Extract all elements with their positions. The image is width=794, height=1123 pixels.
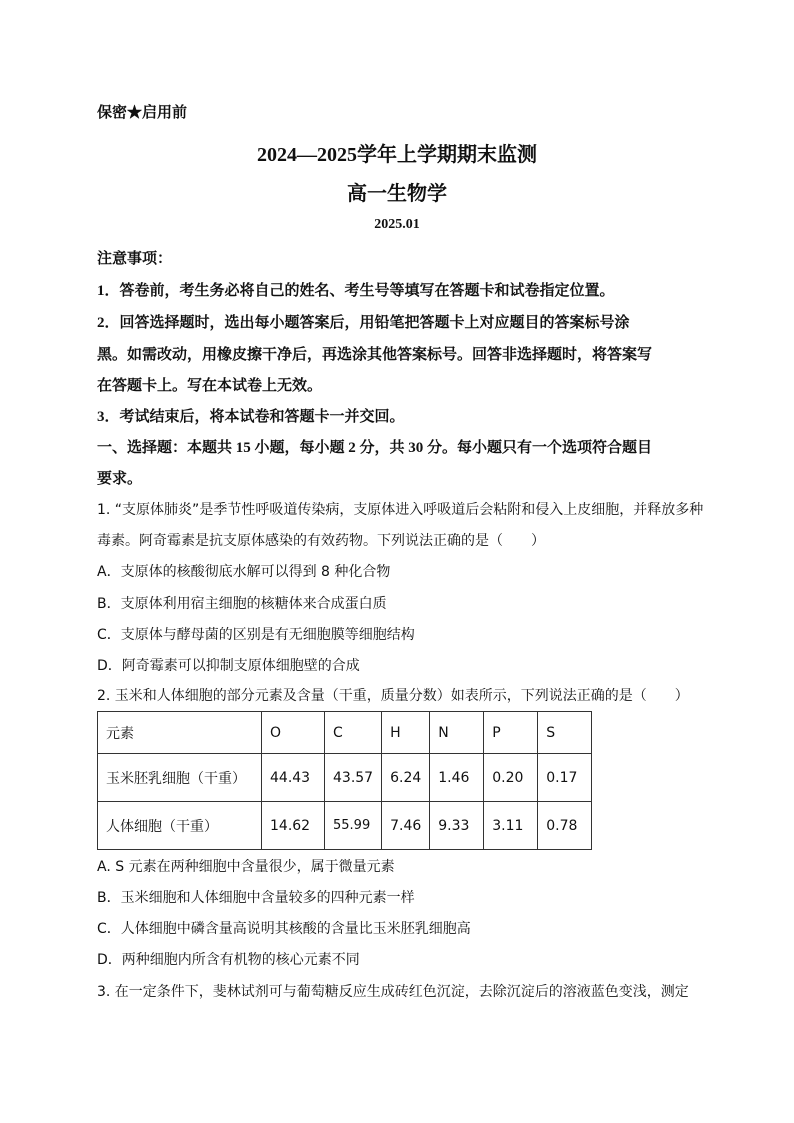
question-1-option-d: D．阿奇霉素可以抑制支原体细胞壁的合成 bbox=[97, 658, 360, 674]
table-cell: 1.46 bbox=[430, 754, 484, 802]
table-header-cell: N bbox=[430, 712, 484, 754]
section-heading-cont: 要求。 bbox=[97, 471, 143, 487]
table-cell: 7.46 bbox=[382, 802, 430, 850]
question-2-stem: 2. 玉米和人体细胞的部分元素及含量（干重，质量分数）如表所示，下列说法正确的是（ ） bbox=[97, 688, 689, 704]
question-1-stem: 1. “支原体肺炎”是季节性呼吸道传染病，支原体进入呼吸道后会粘附和侵入上皮细胞，并释放多种 bbox=[97, 502, 704, 518]
table-row bbox=[98, 754, 592, 802]
table-cell: 0.20 bbox=[484, 754, 538, 802]
notice-line: 在答题卡上。写在本试卷上无效。 bbox=[97, 378, 323, 394]
question-2-option-a: A. S 元素在两种细胞中含量很少，属于微量元素 bbox=[97, 859, 395, 875]
table-header-cell: O bbox=[262, 712, 325, 754]
question-3-stem: 3. 在一定条件下，斐林试剂可与葡萄糖反应生成砖红色沉淀，去除沉淀后的溶液蓝色变浅，测定 bbox=[97, 984, 689, 1000]
table-cell: 6.24 bbox=[382, 754, 430, 802]
question-1-option-a: A．支原体的核酸彻底水解可以得到 8 种化合物 bbox=[97, 564, 391, 580]
question-2-option-d: D．两种细胞内所含有机物的核心元素不同 bbox=[97, 952, 360, 968]
table-cell: 3.11 bbox=[484, 802, 538, 850]
table-header-cell: C bbox=[325, 712, 382, 754]
table-header-cell: 元素 bbox=[98, 712, 262, 754]
table-cell: 人体细胞（干重） bbox=[98, 802, 262, 850]
table-cell: 14.62 bbox=[262, 802, 325, 850]
question-1-option-b: B．支原体利用宿主细胞的核糖体来合成蛋白质 bbox=[97, 596, 387, 612]
table-cell: 玉米胚乳细胞（干重） bbox=[98, 754, 262, 802]
table-row bbox=[98, 802, 592, 850]
question-1-stem-cont: 毒素。阿奇霉素是抗支原体感染的有效药物。下列说法正确的是（ ） bbox=[97, 533, 545, 549]
table-header-cell: P bbox=[484, 712, 538, 754]
table-cell: 55.99 bbox=[325, 802, 382, 850]
table-cell: 43.57 bbox=[325, 754, 382, 802]
notice-line: 黑。如需改动，用橡皮擦干净后，再选涂其他答案标号。回答非选择题时，将答案写 bbox=[97, 347, 653, 363]
exam-subject: 高一生物学 bbox=[347, 183, 447, 205]
confidential-label: 保密★启用前 bbox=[97, 105, 188, 121]
question-1-option-c: C．支原体与酵母菌的区别是有无细胞膜等细胞结构 bbox=[97, 627, 415, 643]
notice-heading: 注意事项： bbox=[97, 251, 173, 267]
element-content-table bbox=[97, 711, 592, 850]
question-2-option-c: C．人体细胞中磷含量高说明其核酸的含量比玉米胚乳细胞高 bbox=[97, 921, 471, 937]
table-cell: 0.78 bbox=[538, 802, 592, 850]
table-header-cell: S bbox=[538, 712, 592, 754]
notice-line: 3．考试结束后，将本试卷和答题卡一并交回。 bbox=[97, 409, 405, 425]
question-2-option-b: B．玉米细胞和人体细胞中含量较多的四种元素一样 bbox=[97, 890, 415, 906]
notice-line: 1．答卷前，考生务必将自己的姓名、考生号等填写在答题卡和试卷指定位置。 bbox=[97, 283, 615, 299]
table-cell: 9.33 bbox=[430, 802, 484, 850]
exam-date: 2025.01 bbox=[374, 217, 420, 232]
notice-line: 2．回答选择题时，选出每小题答案后，用铅笔把答题卡上对应题目的答案标号涂 bbox=[97, 315, 630, 331]
table-header-cell: H bbox=[382, 712, 430, 754]
exam-title: 2024—2025学年上学期期末监测 bbox=[257, 144, 537, 166]
table-cell: 0.17 bbox=[538, 754, 592, 802]
table-header-row bbox=[98, 712, 592, 754]
table-cell: 44.43 bbox=[262, 754, 325, 802]
section-heading: 一、选择题：本题共 15 小题，每小题 2 分，共 30 分。每小题只有一个选项符合题目 bbox=[97, 440, 653, 456]
